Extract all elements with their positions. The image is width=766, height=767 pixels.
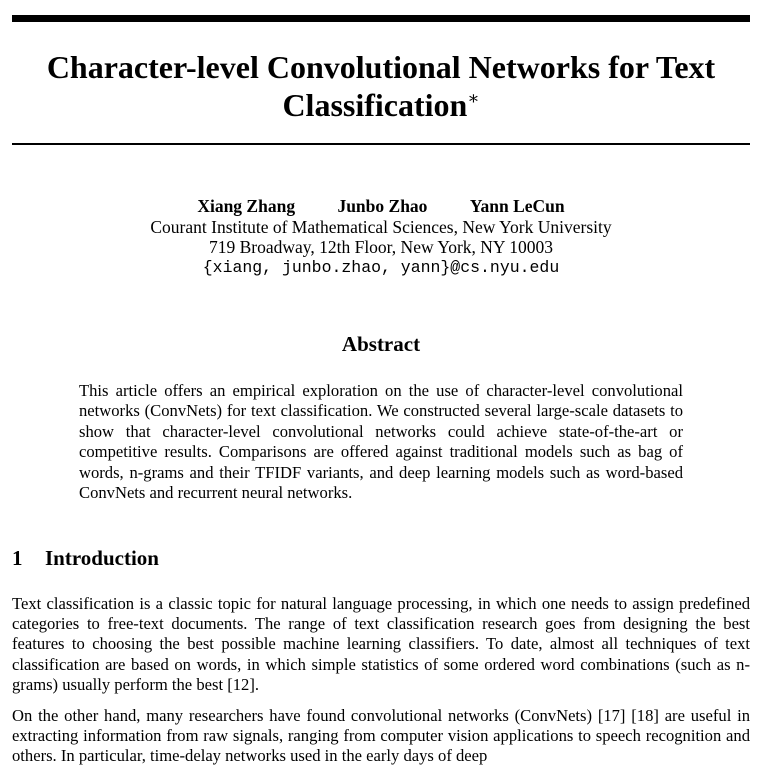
body-paragraph: Text classification is a classic topic for natural language processing, in which one needs to assign predefined categories to free-text documents. The range of text classification research goes from designing the best features to choosing the best possible machine learning classifiers. To date, almost all techniques of text classification are based on words, in which simple statistics of some ordered word combinations (such as n-grams) usually perform the best [12].	[12, 594, 750, 694]
title-footnote-mark: ∗	[467, 88, 480, 108]
author-name: Junbo Zhao	[337, 196, 428, 216]
paper-title-text: Character-level Convolutional Networks for Text Classification	[46, 49, 716, 123]
author-name: Xiang Zhang	[197, 196, 296, 216]
author-affiliation: Courant Institute of Mathematical Sciences, New York University	[150, 216, 612, 237]
section-heading-introduction	[12, 545, 159, 571]
top-rule	[12, 15, 750, 22]
title-bottom-rule	[12, 143, 750, 145]
author-names	[0, 196, 762, 217]
author-email: {xiang, junbo.zhao, yann}@cs.nyu.edu	[202, 257, 560, 277]
paper-title	[12, 48, 750, 124]
abstract-text: This article offers an empirical exploration on the use of character-level convolutional networks (ConvNets) for text classification. We constructed several large-scale datasets to show that character-level convolutional networks could achieve state-of-the-art or competitive results. Comparisons are offered against traditional models such as bag of words, n-grams and their TFIDF variants, and deep learning models such as word-based ConvNets and recurrent neural networks.	[79, 381, 683, 503]
abstract-heading: Abstract	[341, 332, 421, 356]
author-name: Yann LeCun	[469, 196, 565, 216]
author-address: 719 Broadway, 12th Floor, New York, NY 10003	[208, 237, 554, 257]
author-block	[0, 196, 762, 278]
section-number: 1	[12, 546, 23, 570]
body-paragraph: On the other hand, many researchers have found convolutional networks (ConvNets) [17] [18] are useful in extracting information from raw signals, ranging from computer vision applications to speech recognition and others. In particular, time-delay networks used in the early days of deep	[12, 706, 750, 766]
section-title: Introduction	[45, 546, 159, 570]
